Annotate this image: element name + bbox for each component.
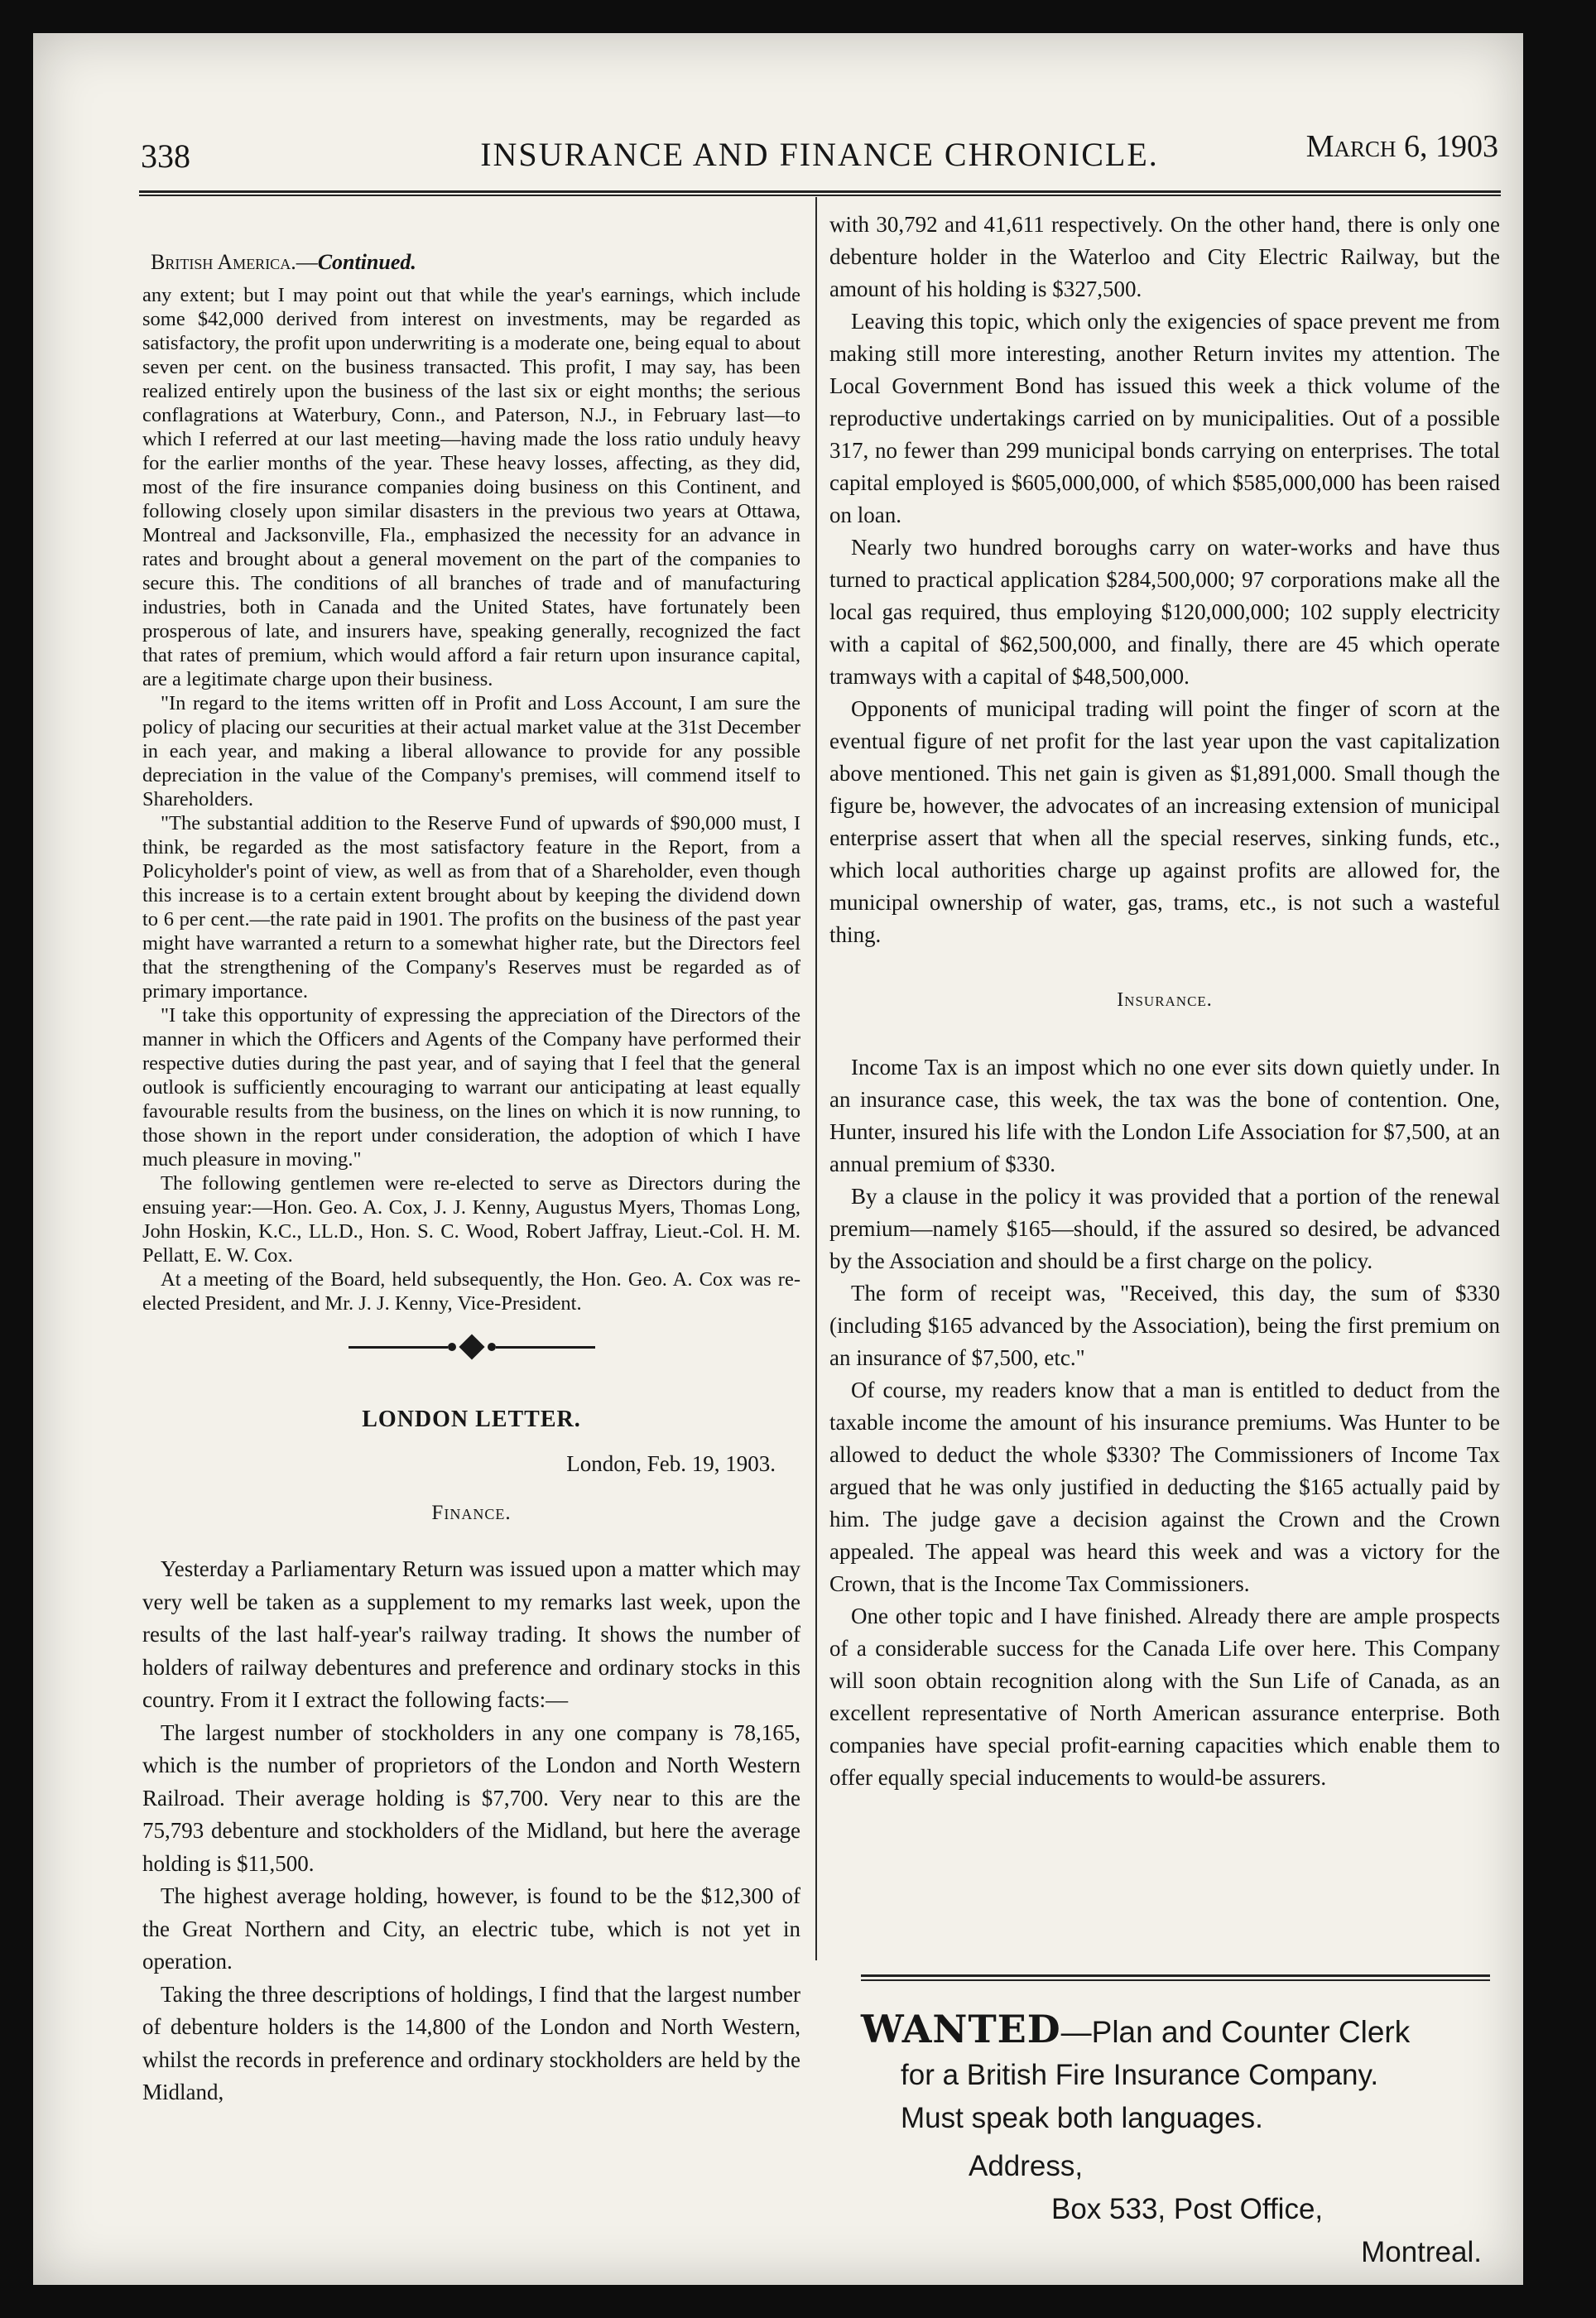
- page-header: [141, 128, 1498, 186]
- finance-paragraph: Yesterday a Parliamentary Return was issued upon a matter which may very well be taken as a supplement to my remarks last week, upon the results of the last half-year's railway trading. It shows the number of holders of railway debentures and preference and ordinary stocks in this country. From it I extract the following facts:—: [142, 1556, 800, 1712]
- article-paragraph: Leaving this topic, which only the exigencies of space prevent me from making still more interesting, another Return invites my attention. The Local Government Bond has issued this week a thick volume of the reproductive undertakings carried on by municipalities. Out of a possible 317, no fewer than 299 municipal bonds carrying on enterprises. The total capital employed is $605,000,000, of which $585,000,000 has been raised on loan.: [829, 309, 1500, 527]
- right-column: [829, 209, 1500, 1794]
- continued-heading: [151, 250, 800, 275]
- finance-paragraph: Taking the three descriptions of holdings, I find that the largest number of debenture holders is the 14,800 of the London and North Western, whilst the records in preference and ordinary stockholders are held by the Midland,: [142, 1981, 800, 2104]
- ad-address-label: Address,: [969, 2150, 1084, 2182]
- finance-section: [142, 1553, 800, 2109]
- insurance-paragraph: One other topic and I have finished. Already there are ample prospects of a considerable success for the Canada Life over here. This Company will soon obtain recognition along with the Sun Life of Canada, as an excellent representative of North American assurance enterprise. Both companies have special profit-earning capacities which enable them to offer equally special inducements to would-be assurers.: [829, 1604, 1500, 1790]
- continued-heading-prefix: British America.—: [151, 250, 318, 274]
- wanted-advertisement: [861, 2008, 1490, 2274]
- ad-headline: WANTED: [861, 2007, 1061, 2051]
- journal-title: INSURANCE AND FINANCE CHRONICLE.: [480, 136, 1159, 173]
- article-paragraph: The following gentlemen were re-elected to serve as Directors during the ensuing year:—Hon. Geo. A. Cox, J. J. Kenny, Augustus Myers, Thomas Long, John Hoskin, K.C., LL.D., Hon. S. C. Wood, Robert Jaffray, Lieut.-Col. H. M. Pellatt, E. W. Cox.: [142, 1172, 800, 1267]
- advertisement-rule: [861, 1974, 1490, 1981]
- issue-date: March 6, 1903: [1305, 129, 1498, 164]
- finance-paragraph: The highest average holding, however, is found to be the $12,300 of the Great Northern and City, an electric tube, which is not yet in operation.: [142, 1883, 800, 1974]
- ad-line-1: [861, 2008, 1490, 2054]
- ad-city: Montreal.: [1361, 2236, 1482, 2268]
- header-rule: [139, 190, 1501, 196]
- article-paragraph: "The substantial addition to the Reserve Fund of upwards of $90,000 must, I think, be regarded as the most satisfactory feature in the Report, from a Policyholder's point of view, as well as from that of a Shareholder, even though this increase is to a certain extent brought about by keeping the dividend down to 6 per cent.—the rate paid in 1901. The profits on the business of the past year might have warranted a return to a somewhat higher rate, but the Directors feel that the strengthening of the Company's Reserves must be regarded as of primary importance.: [142, 812, 800, 1003]
- newspaper-page: [33, 33, 1523, 2285]
- ad-box-number: Box 533, Post Office,: [1051, 2193, 1324, 2225]
- finance-paragraph: The largest number of stockholders in any one company is 78,165, which is the number of proprietors of the London and North Western Railroad. Their average holding is $7,700. Very near to this are the 75,793 debenture and stockholders of the Midland, but here the average holding is $11,500.: [142, 1719, 800, 1876]
- article-paragraph: "In regard to the items written off in Profit and Loss Account, I am sure the policy of placing our securities at their actual market value at the 31st December in each year, and making a liberal allowance to provide for any possible depreciation in the value of the Company's premises, will commend itself to Shareholders.: [142, 692, 800, 810]
- article-paragraph: At a meeting of the Board, held subsequently, the Hon. Geo. A. Cox was re-elected President, and Mr. J. J. Kenny, Vice-President.: [142, 1268, 800, 1315]
- page-number: 338: [141, 137, 190, 175]
- insurance-paragraph: Income Tax is an impost which no one ever sits down quietly under. In an insurance case, this week, the tax was the bone of contention. One, Hunter, insured his life with the London Life Association for $7,500, at an annual premium of $330.: [829, 1055, 1500, 1176]
- article-paragraph: Nearly two hundred boroughs carry on water-works and have thus turned to practical application $284,500,000; 97 corporations make all the local gas required, thus employing $120,000,000; 102 supply electricity with a capital of $62,500,000, and finally, there are 45 which operate tramways with a capital of $48,500,000.: [829, 535, 1500, 689]
- finance-heading: Finance.: [431, 1502, 512, 1524]
- article-paragraph: Opponents of municipal trading will point the finger of scorn at the eventual figure of net profit for the last year upon the vast capitalization above mentioned. This net gain is given as $1,891,000. Small though the figure be, however, the advocates of an increasing extension of municipal enterprise assert that when all the special reserves, sinking funds, etc., which local authorities charge up against profits are allowed for, the municipal ownership of water, gas, trams, etc., is not such a wasteful thing.: [829, 696, 1500, 947]
- section-ornament: [142, 1330, 800, 1363]
- ad-line-2: for a British Fire Insurance Company.: [901, 2059, 1379, 2091]
- ad-line-1-text: —Plan and Counter Clerk: [1060, 2015, 1411, 2049]
- article-paragraph: with 30,792 and 41,611 respectively. On the other hand, there is only one debenture holder in the Waterloo and City Electric Railway, but the amount of his holding is $327,500.: [829, 212, 1500, 301]
- ad-line-3: Must speak both languages.: [901, 2102, 1263, 2134]
- continued-heading-suffix: Continued.: [317, 250, 416, 274]
- letter-title: LONDON LETTER.: [362, 1407, 581, 1432]
- letter-dateline: London, Feb. 19, 1903.: [566, 1451, 776, 1476]
- column-divider: [815, 197, 817, 1960]
- insurance-paragraph: The form of receipt was, "Received, this day, the sum of $330 (including $165 advanced by the Association), being the first premium on an insurance of $7,500, etc.": [829, 1281, 1500, 1370]
- article-paragraph: "I take this opportunity of expressing the appreciation of the Directors of the manner in which the Officers and Agents of the Company have performed their respective duties during the past year, and of saying that I feel that the general outlook is sufficiently encouraging to warrant our anticipating at least equally favourable results from the business, on the lines on which it is now running, to those shown in the report under consideration, the adoption of which I have much pleasure in moving.": [142, 1004, 800, 1171]
- insurance-paragraph: By a clause in the policy it was provided that a portion of the renewal premium—namely $165—should, if the assured so desired, be advanced by the Association and should be a first charge on the policy.: [829, 1184, 1500, 1273]
- insurance-heading: Insurance.: [1117, 989, 1213, 1011]
- left-column: [142, 209, 800, 2109]
- article-paragraph: any extent; but I may point out that while the year's earnings, which include some $42,000 derived from interest on investments, may be regarded as satisfactory, the profit upon underwriting is a moderate one, being equal to about seven per cent. on the business transacted. This profit, I may say, has been realized entirely upon the business of the last six or eight months; the serious conflagrations at Waterbury, Conn., and Paterson, N.J., in February last—to which I referred at our last meeting—having made the loss ratio unduly heavy for the earlier months of the year. These heavy losses, affecting, as they did, most of the fire insurance companies doing business on this Continent, and following closely upon similar disasters in the previous two years at Ottawa, Montreal and Jacksonville, Fla., emphasized the necessity for an advance in rates and brought about a general movement on the part of the companies to secure this. The conditions of all branches of trade and of manufacturing industries, both in Canada and the United States, have fortunately been prosperous of late, and insurers have, speaking generally, recognized the fact that rates of premium, which would afford a fair return upon insurance capital, are a legitimate charge upon their business.: [142, 284, 800, 690]
- insurance-paragraph: Of course, my readers know that a man is entitled to deduct from the taxable income the amount of his insurance premiums. Was Hunter to be allowed to deduct the whole $330? The Commissioners of Income Tax argued that he was only justified in deducting the $165 actually paid by him. The judge gave a decision against the Crown and the Crown appealed. The appeal was heard this week and was a victory for the Crown, that is the Income Tax Commissioners.: [829, 1378, 1500, 1596]
